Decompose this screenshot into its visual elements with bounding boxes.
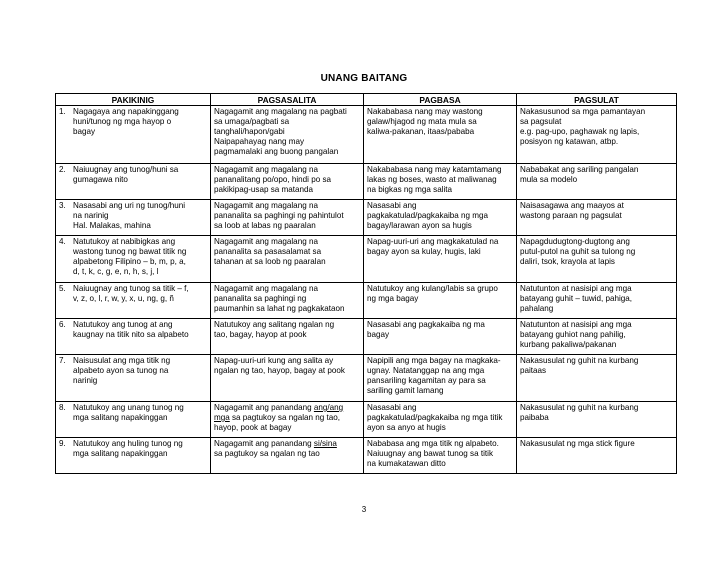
cell-line: kaliwa-pakanan, itaas/pababa xyxy=(367,127,475,136)
row-number: 6. xyxy=(59,320,66,329)
cell-line: Nagagamit ang magalang na pagbati xyxy=(214,107,347,116)
cell-pagsulat xyxy=(517,106,677,164)
row-number: 1. xyxy=(59,107,66,116)
cell-pagsulat xyxy=(517,319,677,355)
cell-line: Natutukoy ang kulang/labis sa grupo xyxy=(367,284,498,293)
cell-line: Natutunton at nasisipi ang mga xyxy=(520,284,632,293)
cell-line: ng mga bagay xyxy=(367,294,419,303)
cell-line: d, t, k, c, g, e, n, h, s, j, l xyxy=(73,267,159,276)
page-number: 3 xyxy=(361,505,367,514)
header-pagsasalita: PAGSASALITA xyxy=(211,94,364,106)
header-pagsulat: PAGSULAT xyxy=(517,94,677,106)
cell-pagsasalita xyxy=(211,106,364,164)
cell-line: mula sa modelo xyxy=(520,175,578,184)
cell-line: pagkakatulad/pagkakaiba ng mga titik xyxy=(367,413,503,422)
cell-line: Nasasabi ang uri ng tunog/huni xyxy=(73,201,186,210)
cell-line: tanghali/hapon/gabi xyxy=(214,127,285,136)
cell-pagsasalita xyxy=(211,355,364,402)
table-row xyxy=(56,355,677,402)
cell-pagsasalita xyxy=(211,200,364,236)
cell-line: lakas ng boses, wasto at maliwanag xyxy=(367,175,497,184)
cell-line xyxy=(214,403,360,413)
cell-line: Natutukoy ang salitang ngalan ng xyxy=(214,320,335,329)
cell-line: Natutunton at nasisipi ang mga xyxy=(520,320,632,329)
cell-text: Nagagamit ang panandang xyxy=(214,403,314,412)
cell-line: e.g. pag-upo, paghawak ng lapis, xyxy=(520,127,640,136)
cell-line: Nagagamit ang magalang na xyxy=(214,284,318,293)
cell-line: Hal. Malakas, mahina xyxy=(73,221,151,230)
cell-line: na bigkas ng mga salita xyxy=(367,185,453,194)
cell-line: Nakasusulat ng guhit na kurbang xyxy=(520,403,639,412)
cell-line xyxy=(214,413,360,423)
cell-pakikinig xyxy=(56,236,211,283)
table-header-row xyxy=(56,94,677,106)
cell-line: Naiuugnay ang tunog sa titik – f, xyxy=(73,284,189,293)
cell-pagsasalita xyxy=(211,236,364,283)
header-pagbasa: PAGBASA xyxy=(364,94,517,106)
cell-line: Napagdudugtong-dugtong ang xyxy=(520,237,630,246)
cell-line: Naisasagawa ang maayos at xyxy=(520,201,624,210)
cell-line: Nagagamit ang magalang na xyxy=(214,201,318,210)
cell-line: Napag-uuri-uri kung ang salita ay xyxy=(214,356,334,365)
cell-line: pahalang xyxy=(520,304,554,313)
cell-pakikinig xyxy=(56,283,211,319)
row-number: 3. xyxy=(59,201,66,210)
table-row xyxy=(56,164,677,200)
cell-line: Naiuugnay ang bawat tunog sa titik xyxy=(367,449,493,458)
table-row xyxy=(56,402,677,438)
cell-line: sariling gamit lamang xyxy=(367,386,444,395)
cell-pagsasalita xyxy=(211,402,364,438)
cell-line: Nasasabi ang xyxy=(367,201,417,210)
table-body xyxy=(56,106,677,474)
cell-line: Nagagamit ang magalang na xyxy=(214,165,318,174)
cell-line: bagay xyxy=(73,127,96,136)
cell-line: bagay xyxy=(367,330,390,339)
cell-pagbasa xyxy=(364,200,517,236)
cell-line: Nababasa ang mga titik ng alpabeto. xyxy=(367,439,499,448)
cell-line: Nababakat ang sariling pangalan xyxy=(520,165,639,174)
cell-pakikinig xyxy=(56,164,211,200)
cell-line: wastong tunog ng bawat titik ng xyxy=(73,247,187,256)
cell-line: Naipapahayag nang may xyxy=(214,137,304,146)
row-number: 9. xyxy=(59,439,66,448)
cell-line: na kumakatawan ditto xyxy=(367,459,446,468)
cell-pagsasalita xyxy=(211,283,364,319)
cell-line: galaw/hjagod ng mata mula sa xyxy=(367,117,477,126)
cell-pagsulat xyxy=(517,200,677,236)
cell-line: mga salitang napakinggan xyxy=(73,449,168,458)
cell-line: hayop, pook at bagay xyxy=(214,423,292,432)
table-row xyxy=(56,200,677,236)
cell-line xyxy=(214,439,360,449)
cell-line: alpabeto ayon sa tunog na xyxy=(73,366,169,375)
underlined-marker: si/sina xyxy=(313,439,337,448)
cell-pagsulat xyxy=(517,355,677,402)
cell-pagbasa xyxy=(364,319,517,355)
document-title: UNANG BAITANG xyxy=(320,73,408,84)
cell-pakikinig xyxy=(56,355,211,402)
cell-line: Napipili ang mga bagay na magkaka- xyxy=(367,356,501,365)
curriculum-table xyxy=(55,93,677,474)
cell-line: Nakasusulat ng guhit na kurbang xyxy=(520,356,639,365)
cell-text: sa pagtukoy sa ngalan ng tao, xyxy=(229,413,340,422)
row-number: 2. xyxy=(59,165,66,174)
cell-line: sa umaga/pagbati sa xyxy=(214,117,290,126)
cell-pagsulat xyxy=(517,283,677,319)
cell-line: sa pagtukoy sa ngalan ng tao xyxy=(214,449,320,458)
cell-line: sa loob at labas ng paaralan xyxy=(214,221,316,230)
cell-line: kurbang pakaliwa/pakanan xyxy=(520,340,617,349)
cell-pagsasalita xyxy=(211,164,364,200)
cell-line: daliri, tsok, krayola at lapis xyxy=(520,257,615,266)
cell-line: ayon sa anyo at hugis xyxy=(367,423,446,432)
table-row xyxy=(56,106,677,164)
cell-line: Napag-uuri-uri ang magkakatulad na xyxy=(367,237,499,246)
cell-line: pagkakatulad/pagkakaiba ng mga xyxy=(367,211,489,220)
cell-pagbasa xyxy=(364,355,517,402)
cell-line: Nagagaya ang napakinggang xyxy=(73,107,179,116)
cell-line: paitaas xyxy=(520,366,547,375)
cell-line: bagay ayon sa kulay, hugis, laki xyxy=(367,247,481,256)
cell-line: tahanan at sa loob ng paaralan xyxy=(214,257,326,266)
cell-line: pananalita sa paghingi ng pahintulot xyxy=(214,211,344,220)
cell-pakikinig xyxy=(56,402,211,438)
cell-pakikinig xyxy=(56,106,211,164)
cell-line: batayang guhit – tuwid, pahiga, xyxy=(520,294,633,303)
table-row xyxy=(56,236,677,283)
cell-line: tao, bagay, hayop at pook xyxy=(214,330,307,339)
cell-line: gumagawa nito xyxy=(73,175,128,184)
cell-line: narinig xyxy=(73,376,98,385)
cell-line: putul-putol na guhit sa tulong ng xyxy=(520,247,636,256)
row-number: 7. xyxy=(59,356,66,365)
cell-pagbasa xyxy=(364,106,517,164)
cell-line: paibaba xyxy=(520,413,549,422)
row-number: 4. xyxy=(59,237,66,246)
cell-pagsasalita xyxy=(211,438,364,474)
cell-line: pakikipag-usap sa matanda xyxy=(214,185,313,194)
cell-line: posisyon ng katawan, atbp. xyxy=(520,137,619,146)
cell-line: na narinig xyxy=(73,211,109,220)
row-number: 8. xyxy=(59,403,66,412)
cell-pagbasa xyxy=(364,438,517,474)
cell-line: Natutukoy ang tunog at ang xyxy=(73,320,173,329)
cell-line: ngalan ng tao, hayop, bagay at pook xyxy=(214,366,345,375)
cell-line: Nakababasa nang may katamtamang xyxy=(367,165,502,174)
cell-line: ugnay. Natatanggap na ang mga xyxy=(367,366,485,375)
cell-pakikinig xyxy=(56,438,211,474)
cell-pakikinig xyxy=(56,200,211,236)
cell-line: pananalita sa pasasalamat sa xyxy=(214,247,322,256)
cell-text: Nagagamit ang panandang xyxy=(214,439,314,448)
cell-line: sa pagsulat xyxy=(520,117,562,126)
cell-line: v, z, o, l, r, w, y, x, u, ng, g, ñ xyxy=(73,294,174,303)
cell-pagsasalita xyxy=(211,319,364,355)
cell-pagsulat xyxy=(517,164,677,200)
table-row xyxy=(56,283,677,319)
cell-pagsulat xyxy=(517,236,677,283)
cell-pagsulat xyxy=(517,438,677,474)
cell-line: paumanhin sa lahat ng pagkakataon xyxy=(214,304,345,313)
cell-line: mga salitang napakinggan xyxy=(73,413,168,422)
underlined-marker: ang/ang xyxy=(313,403,344,412)
cell-line: Naiuugnay ang tunog/huni sa xyxy=(73,165,179,174)
table-row xyxy=(56,438,677,474)
cell-line: Nakasusunod sa mga pamantayan xyxy=(520,107,646,116)
cell-line: alpabetong Filipino – b, m, p, a, xyxy=(73,257,186,266)
cell-line: Naisusulat ang mga titik ng xyxy=(73,356,171,365)
cell-line: Nasasabi ang xyxy=(367,403,417,412)
header-pakikinig: PAKIKINIG xyxy=(56,94,211,106)
cell-line: kaugnay na titik nito sa alpabeto xyxy=(73,330,189,339)
cell-pagsulat xyxy=(517,402,677,438)
cell-line: bagay/larawan ayon sa hugis xyxy=(367,221,472,230)
underlined-marker: mga xyxy=(214,413,230,422)
cell-line: pagmamalaki ang buong pangalan xyxy=(214,147,339,156)
cell-line: pananalitang po/opo, hindi po sa xyxy=(214,175,332,184)
row-number: 5. xyxy=(59,284,66,293)
cell-line: Nasasabi ang pagkakaiba ng ma xyxy=(367,320,485,329)
cell-line: Natutukoy ang unang tunog ng xyxy=(73,403,184,412)
cell-line: Natutukoy ang huling tunog ng xyxy=(73,439,183,448)
cell-line: batayang guhiot nang pahilig, xyxy=(520,330,626,339)
cell-line: Natutukoy at nabibigkas ang xyxy=(73,237,176,246)
cell-pagbasa xyxy=(364,402,517,438)
cell-pagbasa xyxy=(364,283,517,319)
cell-pagbasa xyxy=(364,236,517,283)
table-row xyxy=(56,319,677,355)
cell-pagbasa xyxy=(364,164,517,200)
cell-line: pansariling kagamitan ay para sa xyxy=(367,376,486,385)
cell-line: Nakasusulat ng mga stick figure xyxy=(520,439,635,448)
cell-line: Nagagamit ang magalang na xyxy=(214,237,318,246)
cell-line: pananalita sa paghingi ng xyxy=(214,294,307,303)
cell-line: Nakababasa nang may wastong xyxy=(367,107,483,116)
cell-line: wastong paraan ng pagsulat xyxy=(520,211,622,220)
cell-line: huni/tunog ng mga hayop o xyxy=(73,117,172,126)
cell-pakikinig xyxy=(56,319,211,355)
